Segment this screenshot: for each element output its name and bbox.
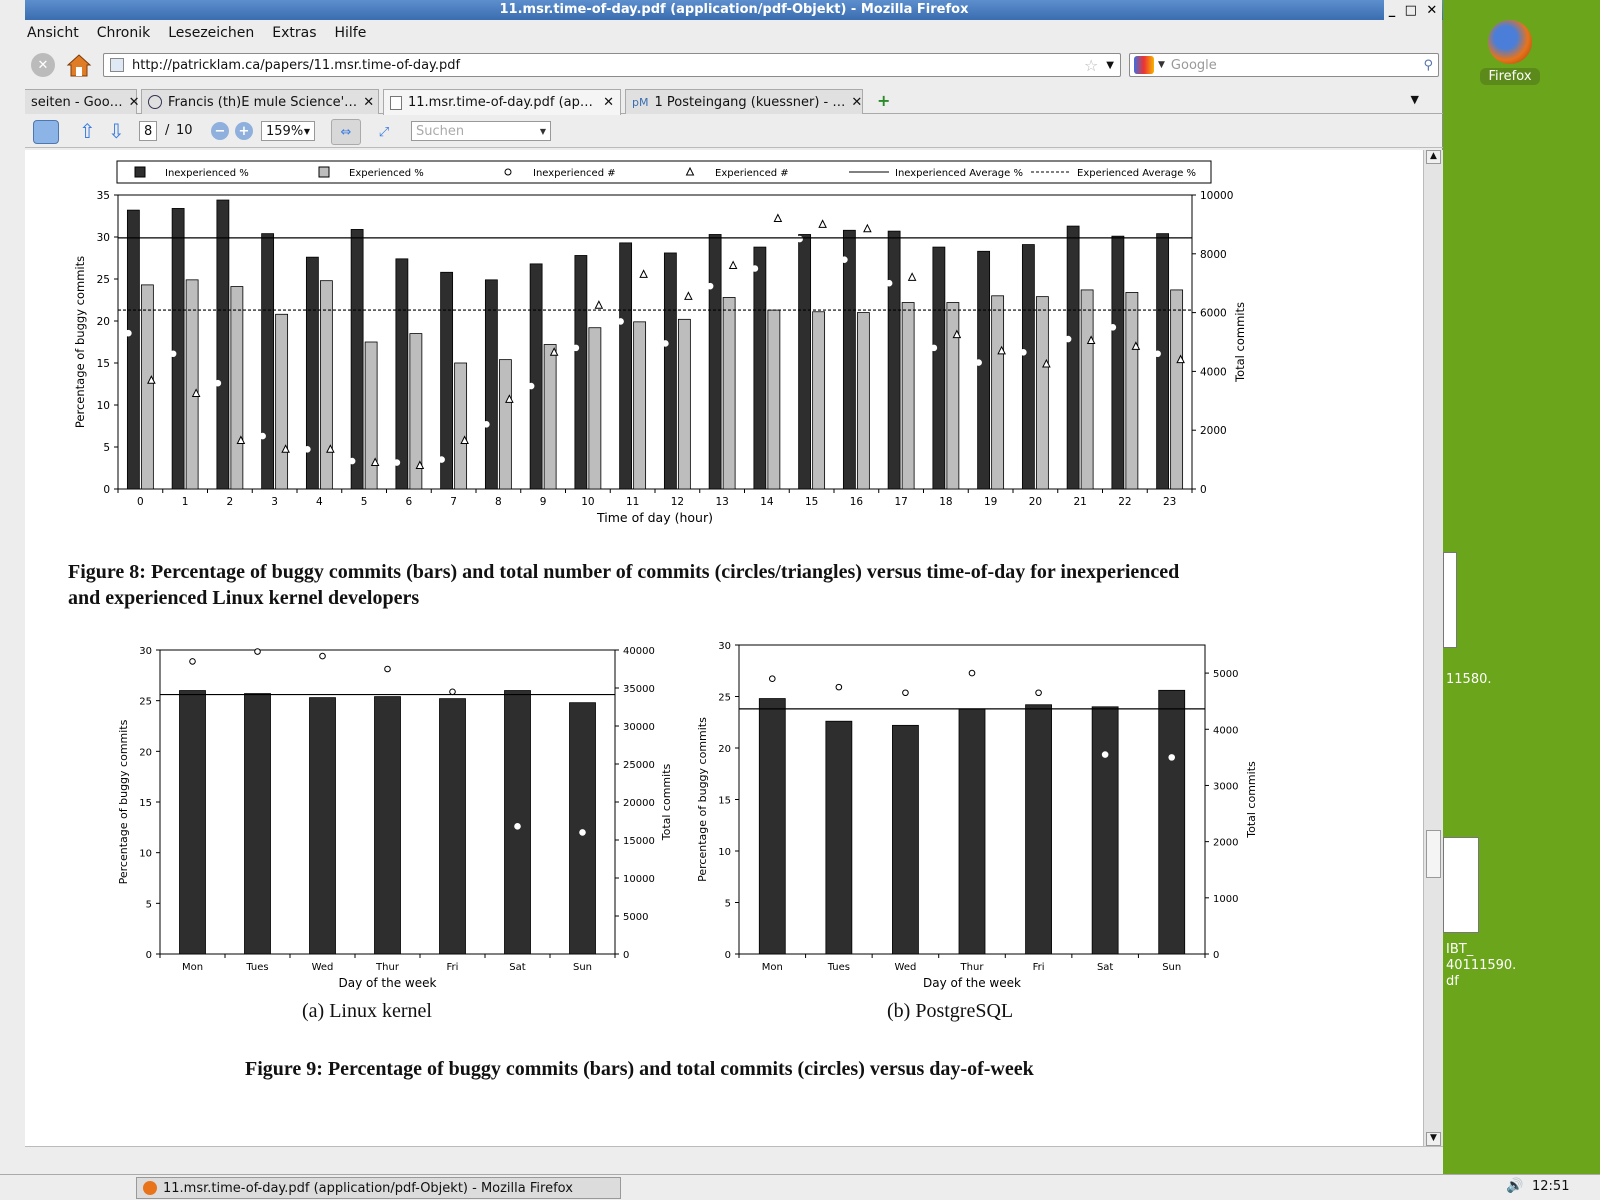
buggy-percent-bar: [892, 725, 918, 954]
y-tick-label: 15: [718, 795, 731, 807]
x-tick-label: 20: [1028, 496, 1043, 508]
inexperienced--bar: [1112, 236, 1124, 489]
legend-label: Experienced #: [715, 168, 789, 179]
inexperienced--bar: [1067, 226, 1079, 489]
desktop-file1-label: 11580.: [1446, 672, 1492, 687]
inexperienced--bar: [933, 247, 945, 489]
y-tick-label: 5: [724, 898, 731, 910]
inexperienced--bar: [978, 251, 990, 489]
experienced--bar: [1081, 290, 1093, 489]
x-axis-label: Time of day (hour): [597, 510, 713, 525]
figure9b-subtitle: (b) PostgreSQL: [887, 1000, 1014, 1022]
fit-width-icon[interactable]: ⇔: [331, 119, 361, 145]
y-tick-label: 15: [139, 798, 152, 809]
x-axis-label: Day of the week: [338, 976, 437, 990]
inexperienced-count-point: [618, 319, 624, 325]
figure9-caption: Figure 9: Percentage of buggy commits (bars) and total commits (circles) versus day-of-week: [245, 1058, 1034, 1080]
inexperienced-count-point: [976, 360, 982, 366]
buggy-percent-bar: [310, 698, 336, 954]
search-bar[interactable]: [1129, 53, 1439, 77]
buggy-percent-bar: [505, 691, 531, 954]
experienced--bar: [1171, 290, 1183, 489]
figure8-caption: [68, 559, 1388, 611]
x-tick-label: Wed: [311, 962, 334, 973]
page-total: 10: [176, 123, 193, 138]
tab-list-icon[interactable]: ▼: [1410, 93, 1419, 106]
y2-tick-label: 2000: [1200, 425, 1227, 438]
stop-icon[interactable]: ✕: [31, 53, 55, 77]
x-tick-label: Mon: [181, 962, 204, 973]
inexperienced--bar: [754, 247, 766, 489]
x-tick-label: 3: [271, 496, 278, 508]
y-tick-label: 0: [103, 484, 110, 496]
y2-tick-label: 4000: [1213, 725, 1239, 737]
legend-swatch: [135, 167, 145, 177]
y2-tick-label: 5000: [1213, 669, 1239, 681]
total-commits-point: [1169, 755, 1175, 761]
x-tick-label: 5: [360, 496, 368, 508]
experienced--bar: [992, 296, 1004, 489]
total-commits-point: [255, 649, 261, 655]
fit-page-icon[interactable]: ⤢: [378, 124, 390, 140]
y2-tick-label: 35000: [623, 684, 655, 695]
experienced--bar: [141, 285, 153, 489]
engine-dropdown-icon[interactable]: ▼: [1158, 60, 1165, 70]
scroll-up-icon[interactable]: ▲: [1426, 150, 1441, 164]
menu-extras[interactable]: Extras: [272, 25, 317, 41]
inexperienced--bar: [396, 259, 408, 489]
experienced-count-point: [730, 262, 737, 269]
navigation-bar: [25, 50, 1443, 82]
y-tick-label: 5: [103, 442, 110, 454]
x-tick-label: 18: [939, 496, 953, 508]
experienced--bar: [902, 303, 914, 489]
inexperienced-count-point: [931, 345, 937, 351]
experienced--bar: [634, 322, 646, 489]
experienced--bar: [813, 312, 825, 489]
minimize-icon[interactable]: _: [1388, 2, 1396, 18]
desktop-file-thumbnail[interactable]: [1443, 837, 1479, 933]
figure9a-chart: [65, 635, 673, 993]
firefox-label: Firefox: [1480, 68, 1540, 85]
pdf-search-placeholder: Suchen: [416, 123, 465, 139]
legend-swatch: [319, 167, 329, 177]
x-tick-label: 21: [1073, 496, 1087, 508]
inexperienced-count-point: [573, 345, 579, 351]
file2-line3: df: [1446, 974, 1459, 989]
x-tick-label: Sat: [1096, 962, 1114, 973]
buggy-percent-bar: [826, 721, 852, 954]
experienced-count-point: [685, 292, 692, 299]
total-commits-point: [515, 824, 521, 830]
inexperienced--bar: [485, 280, 497, 489]
y-tick-label: 30: [96, 232, 110, 244]
figure8-chart: [25, 150, 1423, 530]
pdf-toolbar: [25, 116, 1443, 148]
desktop-firefox[interactable]: [1480, 20, 1540, 85]
experienced-count-point: [909, 273, 916, 280]
inexperienced--bar: [620, 243, 632, 489]
inexperienced-count-point: [215, 380, 221, 386]
next-page-icon[interactable]: ⇩: [108, 119, 125, 143]
x-tick-label: 23: [1162, 496, 1177, 508]
maximize-icon[interactable]: □: [1404, 2, 1417, 18]
y-tick-label: 30: [139, 646, 152, 657]
inexperienced--bar: [127, 210, 139, 489]
window-title: 11.msr.time-of-day.pdf (application/pdf-Objekt) - Mozilla Firefox: [25, 0, 1443, 20]
x-tick-label: 16: [849, 496, 864, 508]
buggy-percent-bar: [570, 703, 596, 954]
close-icon[interactable]: ✕: [1426, 2, 1438, 18]
vertical-scrollbar[interactable]: [1423, 150, 1443, 1146]
experienced--bar: [589, 328, 601, 489]
legend-swatch: [505, 169, 511, 175]
x-tick-label: Sat: [509, 962, 526, 973]
menu-ansicht[interactable]: Ansicht: [27, 25, 79, 41]
x-tick-label: 1: [181, 496, 189, 508]
menu-bar: [25, 22, 368, 44]
x-tick-label: 11: [625, 496, 640, 508]
buggy-percent-bar: [1026, 705, 1052, 954]
inexperienced-count-point: [484, 422, 490, 428]
mail-icon: pM: [632, 95, 649, 109]
search-placeholder: Google: [1170, 57, 1217, 73]
search-icon[interactable]: ⚲: [1423, 57, 1433, 73]
wordpress-icon: [148, 95, 162, 109]
buggy-percent-bar: [245, 694, 271, 954]
y2-tick-label: 0: [1200, 484, 1207, 496]
inexperienced--bar: [217, 200, 229, 489]
y-tick-label: 20: [96, 316, 110, 328]
experienced--bar: [678, 319, 690, 489]
inexperienced-count-point: [886, 280, 892, 286]
chevron-down-icon: ▼: [303, 126, 310, 136]
figure8-caption-line2: and experienced Linux kernel developers: [68, 587, 420, 609]
x-tick-label: 19: [983, 496, 998, 508]
taskbar-window-label: 11.msr.time-of-day.pdf (application/pdf-Objekt) - Mozilla Firefox: [163, 1180, 573, 1196]
y2-tick-label: 1000: [1213, 893, 1239, 905]
pdf-search-input[interactable]: [411, 121, 551, 141]
inexperienced--bar: [262, 234, 274, 489]
menu-hilfe[interactable]: Hilfe: [334, 25, 367, 41]
x-axis-label: Day of the week: [923, 976, 1021, 990]
y2-tick-label: 10000: [1200, 190, 1234, 202]
desktop-file-thumbnail[interactable]: [1443, 552, 1457, 648]
y2-tick-label: 0: [1213, 950, 1220, 961]
y2-axis-label: Total commits: [660, 763, 673, 841]
experienced--bar: [499, 360, 511, 489]
tab-bar: [25, 88, 1443, 114]
tab-mail[interactable]: [625, 89, 863, 114]
inexperienced--bar: [888, 231, 900, 489]
inexperienced--bar: [709, 234, 721, 489]
experienced--bar: [1126, 292, 1138, 489]
legend-label: Experienced Average %: [1077, 168, 1197, 179]
zoom-in-icon[interactable]: +: [235, 122, 253, 140]
x-tick-label: Wed: [894, 962, 917, 973]
y-tick-label: 20: [139, 747, 152, 759]
inexperienced-count-point: [528, 383, 534, 389]
inexperienced--bar: [1157, 234, 1169, 489]
y2-tick-label: 25000: [623, 760, 655, 771]
y-tick-label: 0: [724, 950, 731, 961]
x-tick-label: 2: [226, 496, 234, 508]
taskbar-window-button[interactable]: [136, 1177, 621, 1199]
experienced--bar: [231, 287, 243, 489]
total-commits-point: [903, 690, 909, 696]
total-commits-point: [320, 653, 326, 659]
firefox-icon: [1488, 20, 1532, 64]
inexperienced-count-point: [439, 457, 445, 463]
experienced--bar: [320, 281, 332, 489]
buggy-percent-bar: [1092, 707, 1118, 954]
inexperienced-count-point: [707, 283, 713, 289]
inexperienced--bar: [575, 255, 587, 489]
y-tick-label: 25: [718, 692, 731, 704]
x-tick-label: 14: [760, 496, 774, 508]
legend-label: Experienced %: [349, 168, 424, 179]
experienced--bar: [857, 313, 869, 489]
buggy-percent-bar: [759, 699, 785, 954]
inexperienced--bar: [843, 230, 855, 489]
page-number-input[interactable]: 8: [139, 121, 157, 141]
experienced-count-point: [640, 270, 647, 277]
pdf-icon: [390, 96, 402, 110]
x-tick-label: 13: [715, 496, 729, 508]
x-tick-label: Thur: [960, 962, 984, 973]
inexperienced--bar: [799, 234, 811, 489]
buggy-percent-bar: [1159, 690, 1185, 954]
inexperienced-count-point: [126, 330, 132, 336]
total-commits-point: [969, 670, 975, 676]
experienced-count-point: [864, 225, 871, 232]
taskbar: [0, 1174, 1600, 1200]
experienced-count-point: [819, 220, 826, 227]
y-axis-label: Percentage of buggy commits: [117, 719, 130, 885]
x-tick-label: 0: [137, 496, 144, 508]
status-bar: [25, 1146, 1443, 1174]
page-icon: [110, 58, 124, 72]
y2-tick-label: 15000: [623, 836, 655, 847]
inexperienced-count-point: [842, 257, 848, 263]
y2-tick-label: 2000: [1213, 837, 1239, 849]
y-tick-label: 25: [96, 274, 110, 286]
y-tick-label: 30: [718, 641, 731, 652]
x-tick-label: 22: [1118, 496, 1132, 508]
file2-line2: 40111590.: [1446, 958, 1517, 973]
y-tick-label: 20: [718, 744, 731, 755]
inexperienced-count-point: [1110, 325, 1116, 331]
x-tick-label: 15: [804, 496, 819, 508]
y2-tick-label: 5000: [623, 912, 649, 923]
x-tick-label: Sun: [572, 962, 593, 973]
experienced--bar: [186, 280, 198, 489]
legend-label: Inexperienced #: [533, 168, 616, 179]
y2-tick-label: 8000: [1200, 248, 1227, 261]
y-tick-label: 10: [139, 848, 152, 860]
x-tick-label: 12: [670, 496, 685, 508]
y-tick-label: 5: [145, 899, 152, 911]
y2-tick-label: 30000: [623, 722, 655, 733]
experienced-count-point: [595, 301, 602, 308]
figure8-caption-line1: Figure 8: Percentage of buggy commits (bars) and total number of commits (circles/triangles) versus time-of-day for inexperienced: [68, 561, 1180, 583]
x-tick-label: 6: [405, 496, 413, 508]
chevron-down-icon[interactable]: ▼: [1106, 59, 1114, 71]
scroll-thumb[interactable]: [1426, 830, 1441, 878]
total-commits-point: [190, 659, 196, 665]
experienced--bar: [455, 363, 467, 489]
inexperienced--bar: [172, 208, 184, 489]
menu-lesezeichen[interactable]: Lesezeichen: [168, 25, 255, 41]
x-tick-label: Fri: [1032, 962, 1045, 973]
chevron-down-icon[interactable]: ▼: [539, 126, 546, 136]
x-tick-label: Fri: [446, 962, 459, 973]
x-tick-label: Tues: [827, 962, 851, 973]
tab-google[interactable]: [25, 89, 140, 114]
y2-tick-label: 40000: [623, 646, 655, 657]
experienced--bar: [768, 310, 780, 489]
tab-label: 1 Posteingang (kuessner) - …: [654, 94, 846, 110]
file2-line1: IBT_: [1446, 942, 1474, 957]
inexperienced--bar: [306, 257, 318, 489]
inexperienced-count-point: [663, 341, 669, 347]
y-tick-label: 10: [718, 847, 731, 858]
tab-francis[interactable]: [141, 89, 379, 114]
url-bar[interactable]: [103, 53, 1121, 77]
close-tab-icon[interactable]: ✕: [363, 94, 375, 110]
home-icon[interactable]: [65, 52, 93, 82]
y-tick-label: 25: [139, 696, 152, 708]
previous-page-icon[interactable]: ⇧: [79, 119, 96, 143]
inexperienced-count-point: [752, 266, 758, 272]
volume-icon[interactable]: 🔊: [1506, 1178, 1524, 1194]
figure9b-chart: [645, 630, 1265, 993]
scroll-down-icon[interactable]: ▼: [1426, 1132, 1441, 1146]
y2-tick-label: 3000: [1213, 781, 1239, 793]
y-tick-label: 35: [96, 190, 110, 202]
tab-label: 11.msr.time-of-day.pdf (ap…: [408, 95, 593, 110]
experienced--bar: [276, 314, 288, 489]
inexperienced-count-point: [349, 458, 355, 464]
inexperienced-count-point: [1065, 336, 1071, 342]
window-controls: [1384, 0, 1442, 20]
buggy-percent-bar: [959, 709, 985, 954]
star-icon[interactable]: ☆: [1083, 55, 1099, 75]
legend-label: Inexperienced %: [165, 168, 249, 179]
y-axis-label: Percentage of buggy commits: [696, 717, 709, 882]
x-tick-label: Sun: [1162, 962, 1182, 973]
y2-axis-label: Total commits: [1233, 302, 1247, 382]
experienced--bar: [365, 342, 377, 489]
inexperienced--bar: [1022, 245, 1034, 489]
buggy-percent-bar: [375, 697, 401, 954]
total-commits-point: [836, 684, 842, 690]
y-tick-label: 0: [145, 950, 152, 961]
figure9a-subtitle: (a) Linux kernel: [302, 1000, 432, 1022]
y-tick-label: 15: [96, 358, 110, 370]
tab-label: seiten - Goo…: [31, 94, 123, 110]
close-tab-icon[interactable]: ✕: [851, 94, 863, 110]
page-separator: /: [165, 123, 170, 138]
x-tick-label: 4: [316, 496, 323, 508]
total-commits-point: [769, 676, 775, 682]
clock: 12:51: [1532, 1179, 1570, 1194]
desktop-file2-label: [1446, 942, 1516, 990]
experienced--bar: [544, 345, 556, 489]
inexperienced-count-point: [1155, 351, 1161, 357]
zoom-out-icon[interactable]: −: [211, 122, 229, 140]
sidebar-toggle-icon[interactable]: [33, 120, 59, 144]
inexperienced-count-point: [305, 447, 311, 453]
firefox-icon: [143, 1181, 157, 1195]
total-commits-point: [1036, 690, 1042, 696]
url-text: http://patricklam.ca/papers/11.msr.time-of-day.pdf: [132, 57, 461, 73]
x-tick-label: Mon: [761, 962, 783, 973]
tab-pdf[interactable]: [383, 89, 621, 115]
y2-tick-label: 20000: [623, 798, 655, 809]
total-commits-point: [1102, 752, 1108, 758]
close-tab-icon[interactable]: ✕: [128, 94, 140, 110]
inexperienced-count-point: [1021, 349, 1027, 355]
total-commits-point: [580, 830, 586, 836]
inexperienced-count-point: [394, 460, 400, 466]
y2-axis-label: Total commits: [1245, 761, 1258, 838]
x-tick-label: 10: [581, 496, 595, 508]
total-commits-point: [385, 666, 391, 672]
x-tick-label: 7: [450, 496, 457, 508]
y-axis-label: Percentage of buggy commits: [73, 255, 87, 429]
inexperienced-count-point: [170, 351, 176, 357]
experienced--bar: [723, 297, 735, 489]
experienced--bar: [1036, 297, 1048, 489]
legend-label: Inexperienced Average %: [895, 168, 1023, 179]
x-tick-label: 8: [495, 496, 502, 508]
inexperienced--bar: [351, 229, 363, 489]
experienced-count-point: [774, 215, 781, 222]
zoom-select[interactable]: [261, 121, 315, 141]
pdf-viewer[interactable]: [25, 150, 1423, 1146]
chart-legend: [117, 161, 1211, 183]
y-tick-label: 10: [96, 400, 110, 412]
x-tick-label: Thur: [376, 962, 399, 973]
buggy-percent-bar: [440, 699, 466, 954]
zoom-value: 159%: [266, 123, 304, 139]
y2-tick-label: 10000: [623, 874, 655, 885]
total-commits-point: [450, 689, 456, 695]
menu-chronik[interactable]: Chronik: [96, 25, 151, 41]
buggy-percent-bar: [180, 691, 206, 954]
y2-tick-label: 0: [623, 950, 630, 961]
x-tick-label: 17: [894, 496, 908, 508]
google-icon[interactable]: [1134, 56, 1154, 74]
inexperienced--bar: [664, 253, 676, 489]
y2-tick-label: 4000: [1200, 366, 1227, 379]
y2-tick-label: 6000: [1200, 307, 1227, 320]
close-tab-icon[interactable]: ✕: [603, 95, 614, 110]
x-tick-label: 9: [539, 496, 547, 508]
inexperienced-count-point: [797, 236, 803, 242]
inexperienced-count-point: [260, 433, 266, 439]
inexperienced--bar: [530, 264, 542, 489]
tab-label: Francis (th)E mule Science'…: [168, 94, 358, 110]
x-tick-label: Tues: [246, 962, 269, 973]
new-tab-icon[interactable]: +: [877, 91, 891, 110]
